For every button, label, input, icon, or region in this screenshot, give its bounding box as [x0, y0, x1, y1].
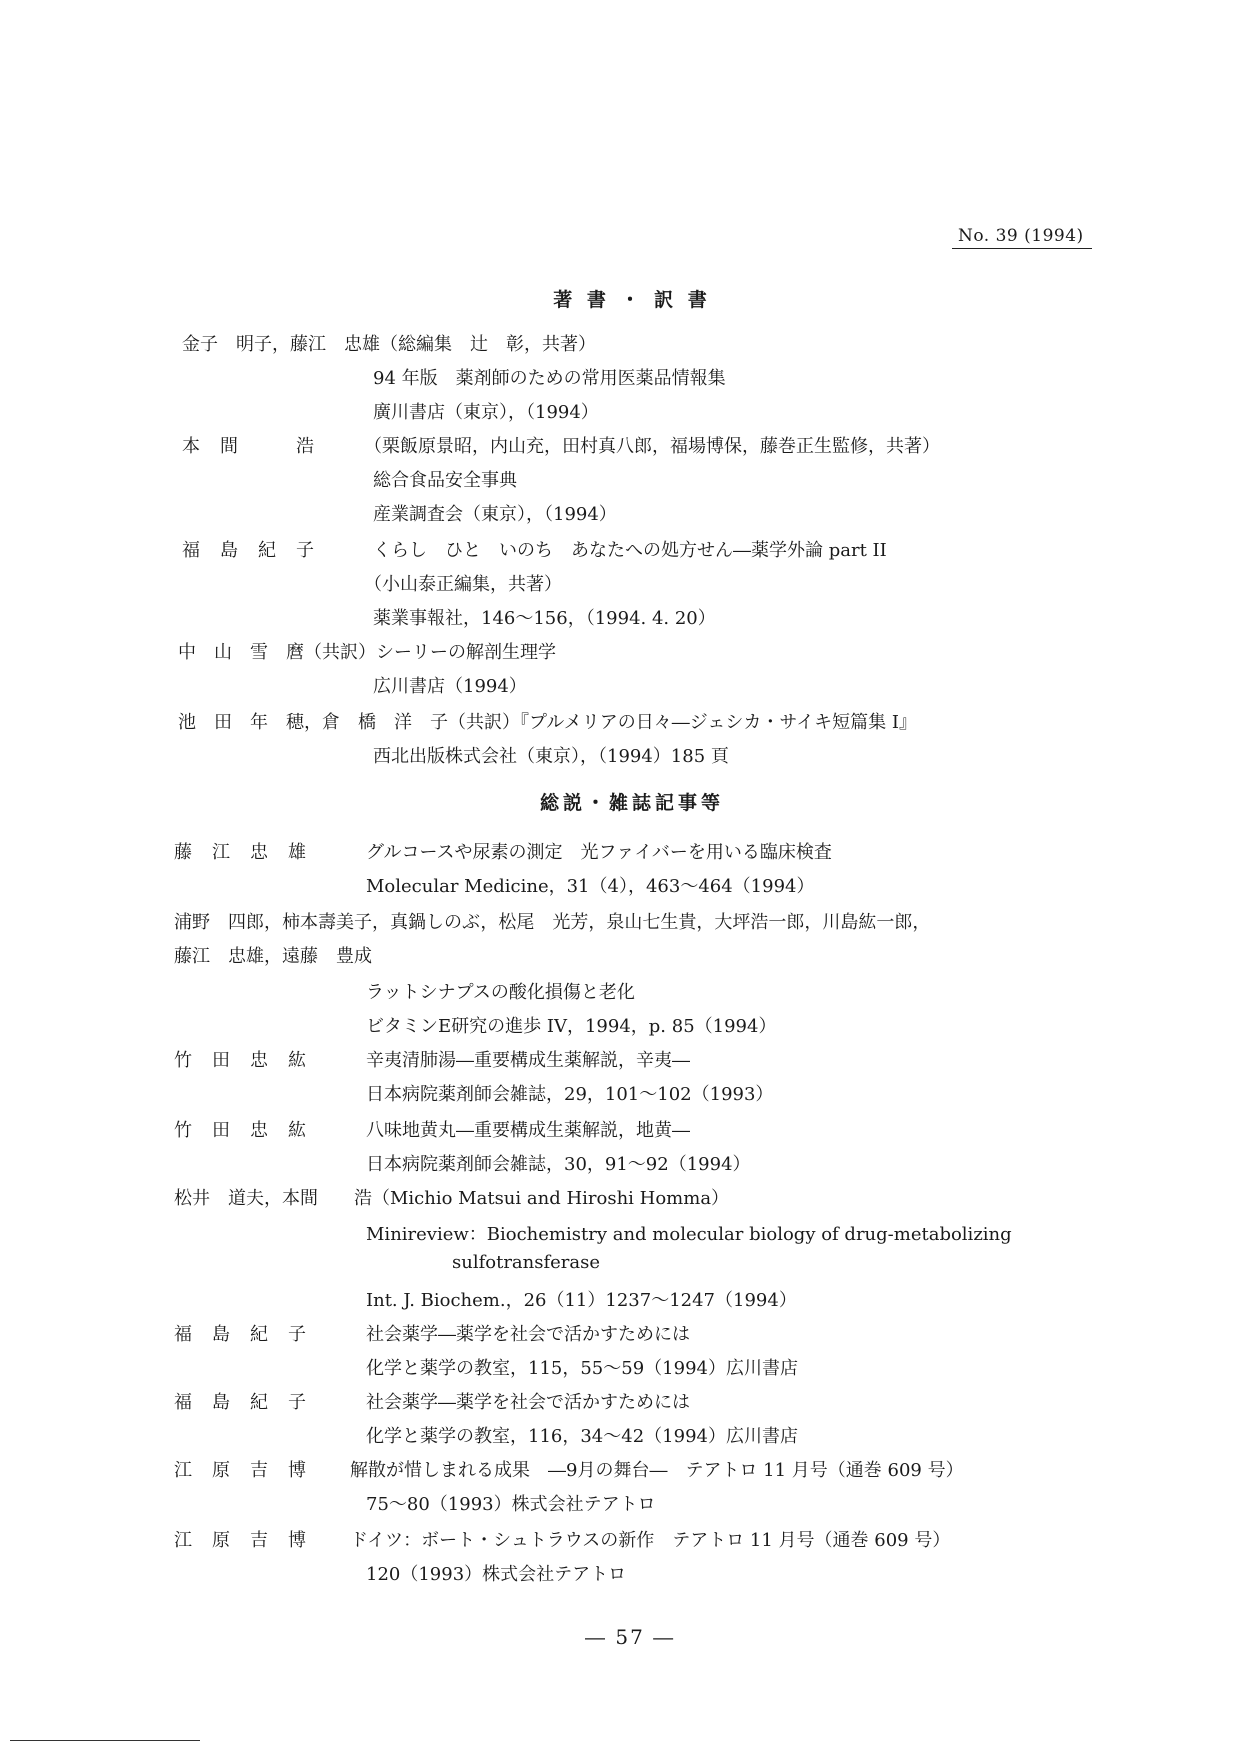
- issue-label: No. 39 (1994): [952, 226, 1092, 249]
- review-4-author: 竹 田 忠 紘: [174, 1120, 307, 1141]
- review-7-author: 福 島 紀 子: [174, 1392, 307, 1413]
- book-2-author: 本 間 浩: [182, 436, 315, 457]
- review-6-line-1: 社会薬学―薬学を社会で活かすためには: [366, 1324, 690, 1345]
- review-9-line-1: ドイツ：ボート・シュトラウスの新作 テアトロ 11 月号（通巻 609 号）: [350, 1530, 951, 1551]
- review-9-line-2: 120（1993）株式会社テアトロ: [366, 1564, 627, 1585]
- book-2-line-2: 総合食品安全事典: [373, 470, 517, 491]
- book-3-author: 福 島 紀 子: [182, 540, 315, 561]
- review-3-line-2: 日本病院薬剤師会雑誌，29，101～102（1993）: [366, 1084, 774, 1105]
- review-1-line-1: グルコースや尿素の測定 光ファイバーを用いる臨床検査: [366, 842, 832, 863]
- review-6-author: 福 島 紀 子: [174, 1324, 307, 1345]
- review-2-line-3: ラットシナプスの酸化損傷と老化: [366, 982, 635, 1003]
- review-4-line-2: 日本病院薬剤師会雑誌，30，91～92（1994）: [366, 1154, 751, 1175]
- book-5-line-1: 池 田 年 穂，倉 橋 洋 子（共訳）『プルメリアの日々―ジェシカ・サイキ短篇集 I』: [178, 712, 917, 733]
- review-5-line-2: sulfotransferase: [452, 1252, 601, 1273]
- section-title-reviews: 総説・雑誌記事等: [539, 792, 724, 814]
- review-5-author: 松井 道夫，本間 浩（Michio Matsui and Hiroshi Homma）: [174, 1188, 730, 1209]
- book-3-line-1: くらし ひと いのち あなたへの処方せん―薬学外論 part II: [373, 540, 887, 561]
- review-3-line-1: 辛夷清肺湯―重要構成生薬解説，辛夷―: [366, 1050, 690, 1071]
- review-2-line-1: 浦野 四郎，柿本壽美子，真鍋しのぶ，松尾 光芳，泉山七生貴，大坪浩一郎，川島紘一郎，: [174, 912, 931, 933]
- book-5-line-2: 西北出版株式会社（東京），（1994）185 頁: [373, 746, 729, 767]
- review-8-line-2: 75～80（1993）株式会社テアトロ: [366, 1494, 656, 1515]
- review-2-line-2: 藤江 忠雄，遠藤 豊成: [174, 946, 372, 967]
- page-number: ― 57 ―: [585, 1625, 676, 1649]
- review-1-author: 藤 江 忠 雄: [174, 842, 307, 863]
- review-7-line-2: 化学と薬学の教室，116，34～42（1994）広川書店: [366, 1426, 798, 1447]
- review-6-line-2: 化学と薬学の教室，115，55～59（1994）広川書店: [366, 1358, 798, 1379]
- book-3-line-2: （小山泰正編集，共著）: [364, 574, 562, 595]
- review-3-author: 竹 田 忠 紘: [174, 1050, 307, 1071]
- review-5-line-3: Int. J. Biochem.，26（11）1237～1247（1994）: [366, 1290, 797, 1311]
- book-2-line-1: （栗飯原景昭，内山充，田村真八郎，福場博保，藤巻正生監修，共著）: [364, 436, 940, 457]
- book-3-line-3: 薬業事報社，146～156，（1994. 4. 20）: [373, 608, 716, 629]
- review-1-line-2: Molecular Medicine，31（4），463～464（1994）: [366, 876, 815, 897]
- section-title-books: 著 書 ・ 訳 書: [553, 289, 711, 311]
- book-2-line-3: 産業調査会（東京），（1994）: [373, 504, 617, 525]
- book-1-line-3: 廣川書店（東京），（1994）: [373, 402, 599, 423]
- review-9-author: 江 原 吉 博: [174, 1530, 307, 1551]
- review-8-author: 江 原 吉 博: [174, 1460, 307, 1481]
- book-1-line-2: 94 年版 薬剤師のための常用医薬品情報集: [373, 368, 726, 389]
- book-4-line-1: 中 山 雪 麿（共訳）シーリーの解剖生理学: [178, 642, 556, 663]
- book-1-line-1: 金子 明子，藤江 忠雄（総編集 辻 彰，共著）: [182, 334, 596, 355]
- review-5-line-1: Minireview：Biochemistry and molecular biology of drug-metabolizing: [366, 1224, 1012, 1245]
- review-8-line-1: 解散が惜しまれる成果 ―9月の舞台― テアトロ 11 月号（通巻 609 号）: [350, 1460, 964, 1481]
- review-7-line-1: 社会薬学―薬学を社会で活かすためには: [366, 1392, 690, 1413]
- footer-divider: [10, 1740, 200, 1741]
- review-2-line-4: ビタミンE研究の進歩 IV，1994，p. 85（1994）: [366, 1016, 777, 1037]
- book-4-line-2: 広川書店（1994）: [373, 676, 527, 697]
- review-4-line-1: 八味地黄丸―重要構成生薬解説，地黄―: [366, 1120, 690, 1141]
